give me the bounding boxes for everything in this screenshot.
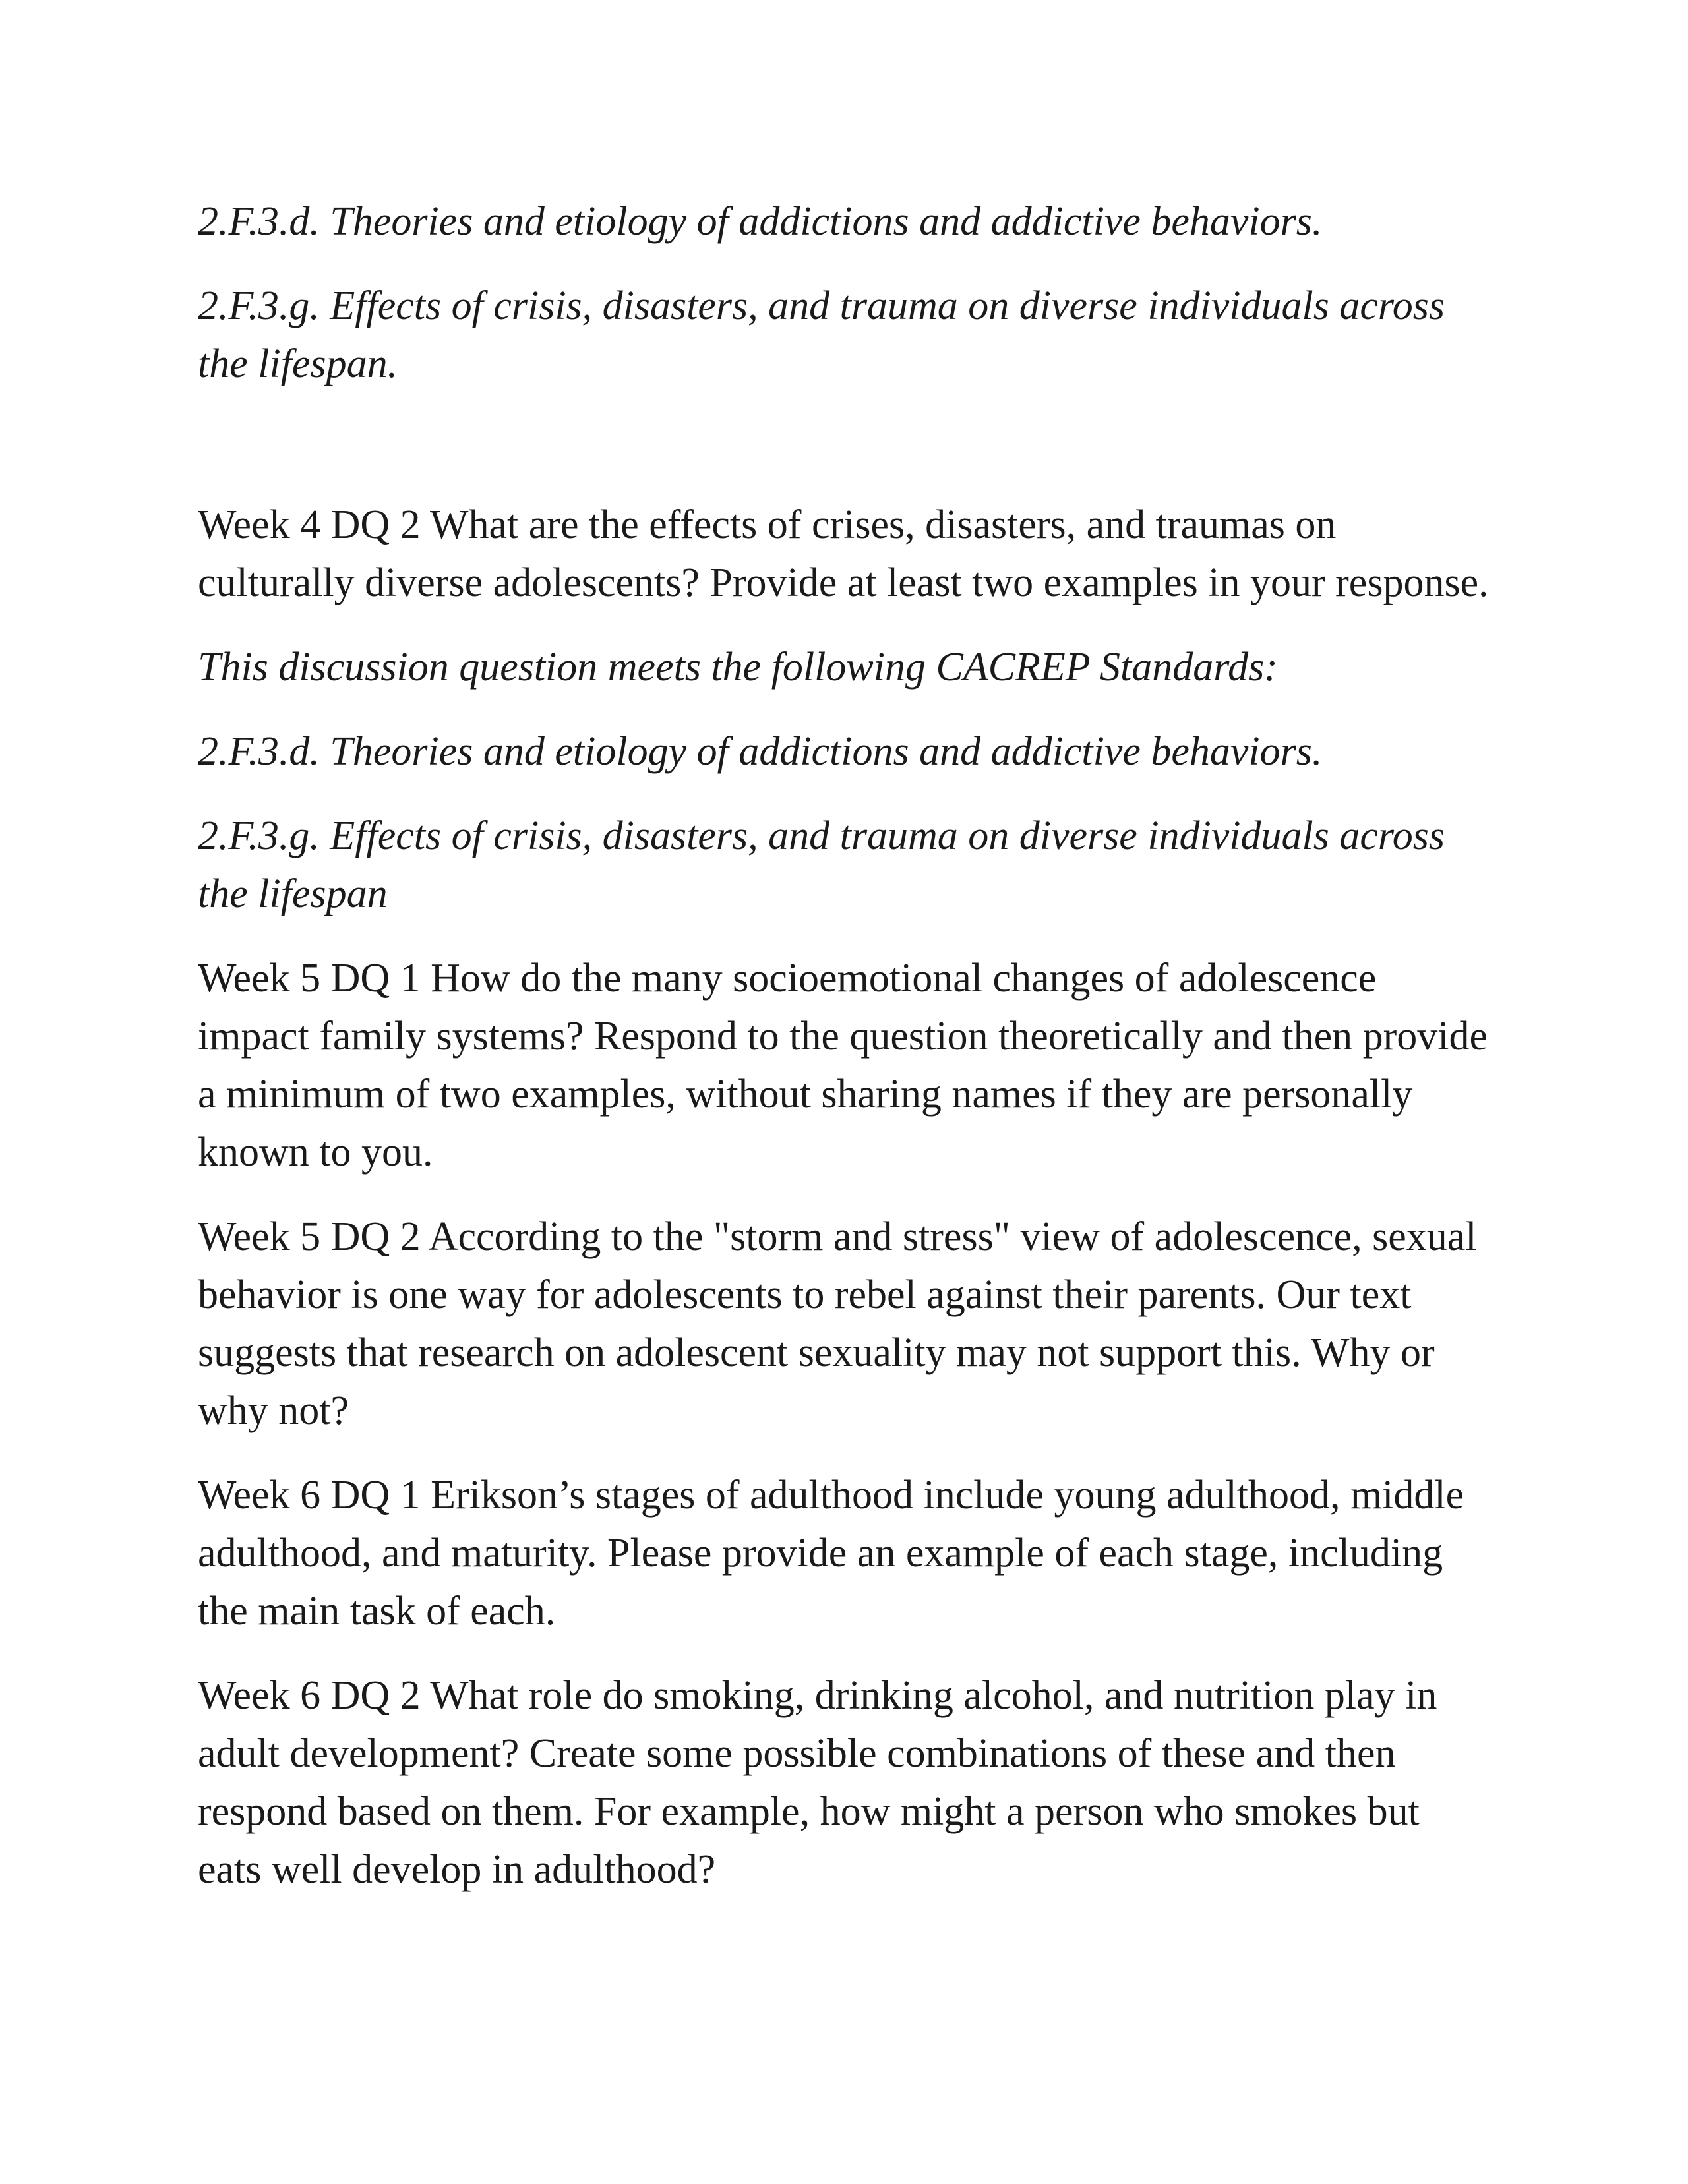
section-spacer — [198, 419, 1490, 496]
cacrep-intro-paragraph: This discussion question meets the following CACREP Standards: — [198, 645, 1278, 690]
standard-2f3d-paragraph: 2.F.3.d. Theories and etiology of addictions and addictive behaviors. — [198, 199, 1323, 244]
week5-dq2-paragraph: Week 5 DQ 2 According to the "storm and stress" view of adolescence, sexual behavior is one way for adolescents to rebel against their parents. Our text suggests that research on adolescent sexuality may not support this. Why or why not? — [198, 1214, 1477, 1433]
week5-dq1-paragraph: Week 5 DQ 1 How do the many socioemotional changes of adolescence impact family systems? Respond to the question theoretically and then provide a minimum of two examples, without sharing names if they are personally known to you. — [198, 956, 1488, 1175]
document-body — [198, 192, 1490, 1925]
standard-2f3g-paragraph: 2.F.3.g. Effects of crisis, disasters, and trauma on diverse individuals across the lifespan. — [198, 283, 1445, 386]
standard-2f3g-paragraph: 2.F.3.g. Effects of crisis, disasters, and trauma on diverse individuals across the lifespan — [198, 813, 1445, 916]
week4-dq2-paragraph: Week 4 DQ 2 What are the effects of crises, disasters, and traumas on culturally diverse adolescents? Provide at least two examples in your response. — [198, 502, 1489, 605]
week6-dq2-paragraph: Week 6 DQ 2 What role do smoking, drinking alcohol, and nutrition play in adult development? Create some possible combinations of these and then respond based on them. For example, how might a person who smokes but eats well develop in adulthood? — [198, 1673, 1437, 1892]
standard-2f3d-paragraph: 2.F.3.d. Theories and etiology of addictions and addictive behaviors. — [198, 729, 1323, 774]
week6-dq1-paragraph: Week 6 DQ 1 Erikson’s stages of adulthood include young adulthood, middle adulthood, and maturity. Please provide an example of each stage, including the main task of each. — [198, 1473, 1464, 1634]
